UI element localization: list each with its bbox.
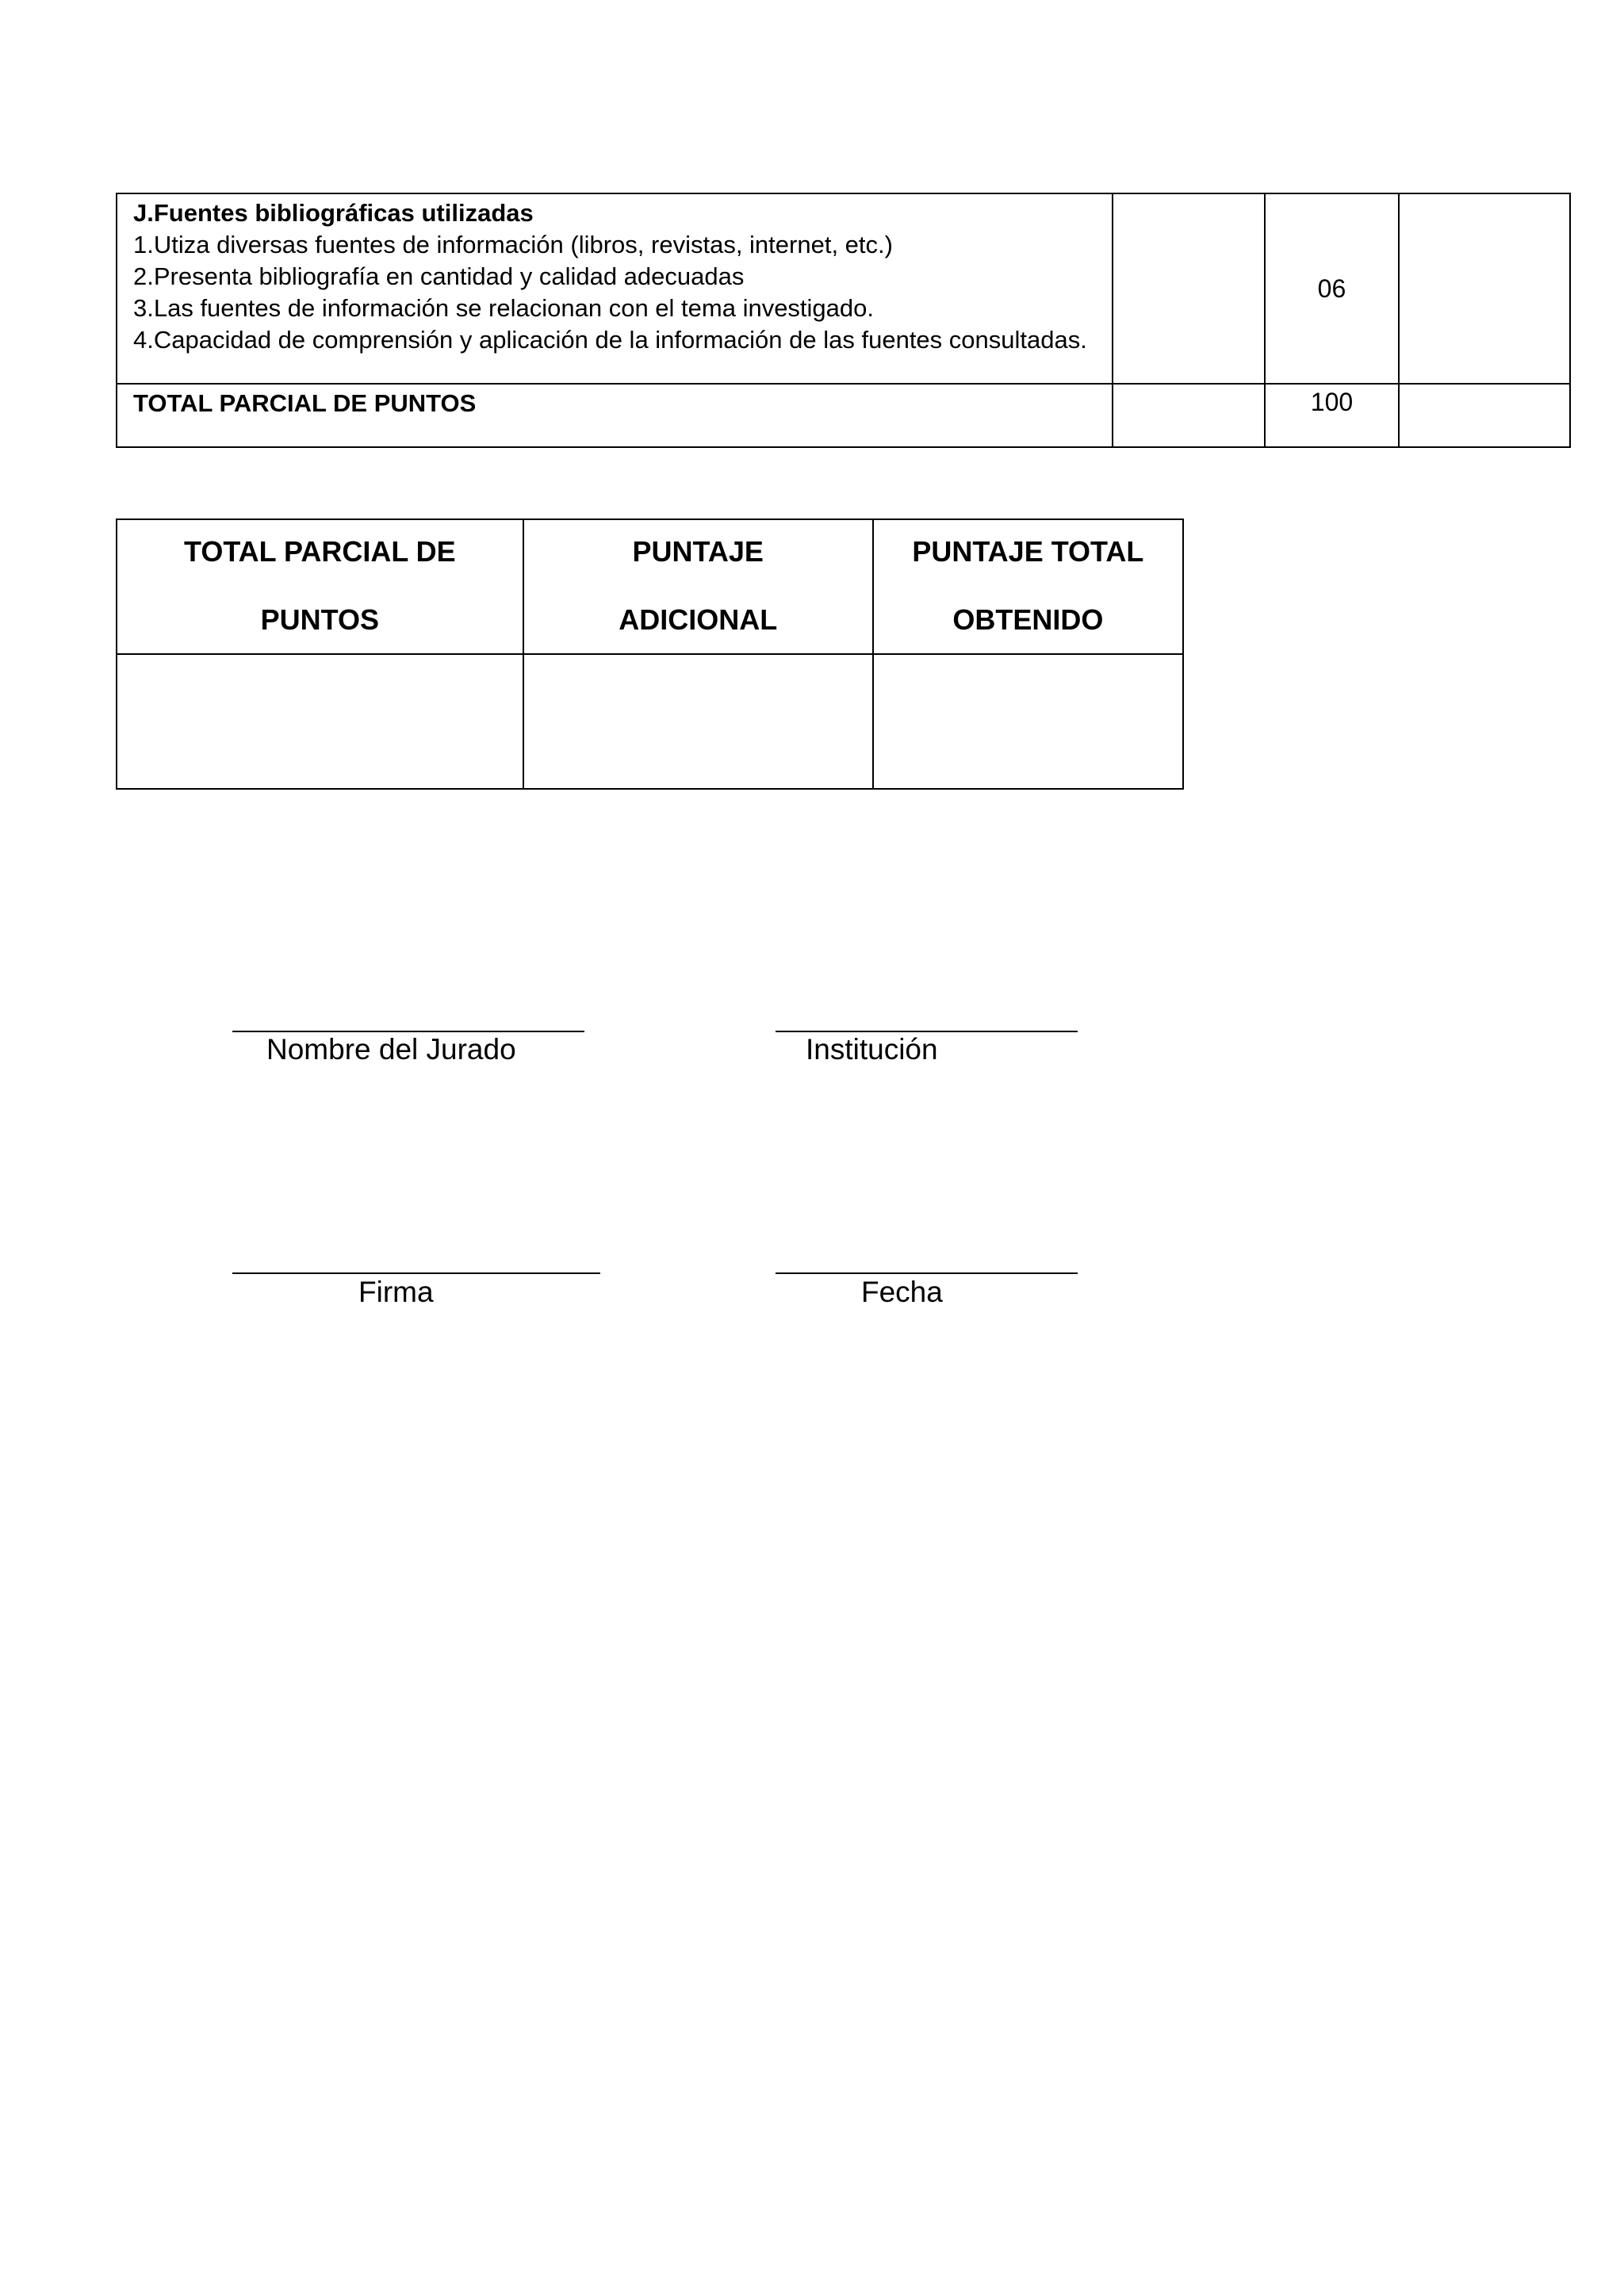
summary-table	[116, 519, 1184, 790]
blank-cell	[1113, 193, 1265, 384]
summary-header-partial-total	[117, 519, 523, 654]
total-label: TOTAL PARCIAL DE PUNTOS	[117, 384, 1113, 447]
jury-name-label: Nombre del Jurado	[266, 1033, 516, 1066]
header-line: PUNTAJE	[632, 535, 764, 568]
signature-line[interactable]	[232, 1272, 600, 1274]
header-line: PUNTAJE TOTAL	[912, 535, 1144, 568]
criterion-description	[117, 193, 1113, 384]
signature-label: Firma	[358, 1276, 434, 1308]
date-line[interactable]	[776, 1272, 1078, 1274]
criterion-max-score: 06	[1265, 193, 1398, 384]
header-line: TOTAL PARCIAL DE	[183, 535, 456, 568]
criterion-item: 2.Presenta bibliografía en cantidad y calidad adecuadas	[133, 262, 745, 290]
header-line: OBTENIDO	[952, 603, 1104, 636]
table-row	[117, 384, 1570, 447]
table-row	[117, 193, 1570, 384]
blank-cell	[1399, 384, 1570, 447]
total-max-score: 100	[1265, 384, 1398, 447]
header-line: ADICIONAL	[619, 603, 778, 636]
table-row	[117, 654, 1183, 789]
blank-cell	[1399, 193, 1570, 384]
blank-cell	[1113, 384, 1265, 447]
date-label: Fecha	[861, 1276, 943, 1308]
additional-score-entry-cell[interactable]	[523, 654, 873, 789]
jury-name-line[interactable]	[232, 1031, 584, 1032]
criterion-item: 3.Las fuentes de información se relacionan con el tema investigado.	[133, 294, 875, 322]
header-line: PUNTOS	[260, 603, 380, 636]
institution-label: Institución	[806, 1033, 938, 1066]
rubric-table	[116, 193, 1571, 448]
criterion-item: 4.Capacidad de comprensión y aplicación de la información de las fuentes consultadas.	[133, 326, 1087, 354]
criterion-item: 1.Utiza diversas fuentes de información (libros, revistas, internet, etc.)	[133, 231, 893, 258]
table-row	[117, 519, 1183, 654]
total-obtained-entry-cell[interactable]	[873, 654, 1183, 789]
summary-header-total-obtained	[873, 519, 1183, 654]
partial-total-entry-cell[interactable]	[117, 654, 523, 789]
criterion-title: J.Fuentes bibliográficas utilizadas	[133, 199, 534, 227]
institution-line[interactable]	[776, 1031, 1078, 1032]
summary-header-additional	[523, 519, 873, 654]
